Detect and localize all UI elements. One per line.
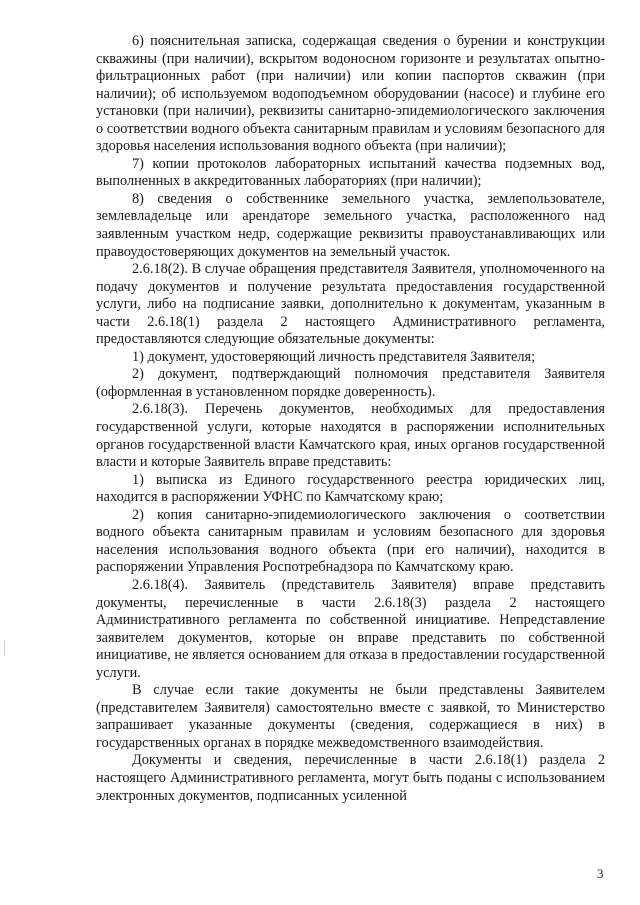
paragraph-2-6-18-2: 2.6.18(2). В случае обращения представителя Заявителя, уполномоченного на подачу документов и получение результата предоставления государственной услуги, либо на подписание заявки, дополнительно к документам, указанным в части 2.6.18(1) раздела 2 настоящего Административного регламента, предоставляются следующие обязательные документы: (96, 261, 605, 348)
paragraph-representative-doc-2: 2) документ, подтверждающий полномочия представителя Заявителя (оформленная в установленном порядке доверенность). (96, 366, 605, 400)
page-number: 3 (597, 866, 604, 881)
paragraph-representative-doc-1: 1) документ, удостоверяющий личность представителя Заявителя; (132, 348, 536, 365)
paragraph-interagency-request: В случае если такие документы не были представлены Заявителем (представителем Заявителя) самостоятельно вместе с заявкой, то Министерство запрашивает указанные документы (сведения, содержащиеся в них) в государственных органах в порядке межведомственного взаимодействия. (96, 682, 605, 751)
paragraph-item-8: 8) сведения о собственнике земельного участка, землепользователе, землевладельце или арендаторе земельного участка, расположенного над заявленным участком недр, содержащие реквизиты правоустанавливающих или правоудостоверяющих документов на земельный участок. (96, 190, 605, 260)
paragraph-item-7: 7) копии протоколов лабораторных испытаний качества подземных вод, выполненных в аккредитованных лабораториях (при наличии); (96, 155, 605, 190)
paragraph-item-6: 6) пояснительная записка, содержащая сведения о бурении и конструкции скважины (при наличии), вскрытом водоносном горизонте и результатах опытно-фильтрационных работ (при наличии) или копии паспортов скважин (при наличии); об используемом водоподъемном оборудовании (насосе) и глубине его установки (при наличии), реквизиты санитарно-эпидемиологического заключения о соответствии водного объекта санитарным правилам и условиям безопасного для здоровья населения использования водного объекта (при наличии); (96, 33, 605, 155)
document-body (96, 33, 605, 805)
paragraph-egrul-extract: 1) выписка из Единого государственного реестра юридических лиц, находится в распоряжении УФНС по Камчатскому краю; (96, 471, 605, 506)
scan-margin-mark (4, 641, 5, 655)
paragraph-2-6-18-3: 2.6.18(3). Перечень документов, необходимых для предоставления государственной услуги, которые находятся в распоряжении исполнительных органов государственной власти Камчатского края, иных органов государственной власти и которые Заявитель вправе представить: (96, 401, 605, 471)
paragraph-2-6-18-4: 2.6.18(4). Заявитель (представитель Заявителя) вправе представить документы, перечисленные в части 2.6.18(3) раздела 2 настоящего Административного регламента по собственной инициативе. Непредставление заявителем документов, которые он вправе представить по собственной инициативе, не является основанием для отказа в предоставлении государственной услуги. (96, 576, 605, 681)
paragraph-electronic-documents: Документы и сведения, перечисленные в части 2.6.18(1) раздела 2 настоящего Административного регламента, могут быть поданы с использованием электронных документов, подписанных усиленной (96, 752, 605, 804)
paragraph-sanitary-conclusion: 2) копия санитарно-эпидемиологического заключения о соответствии водного объекта санитарным правилам и условиям безопасного для здоровья населения использования водного объекта (при его наличии), находится в распоряжении Управления Роспотребнадзора по Камчатскому краю. (96, 506, 605, 576)
